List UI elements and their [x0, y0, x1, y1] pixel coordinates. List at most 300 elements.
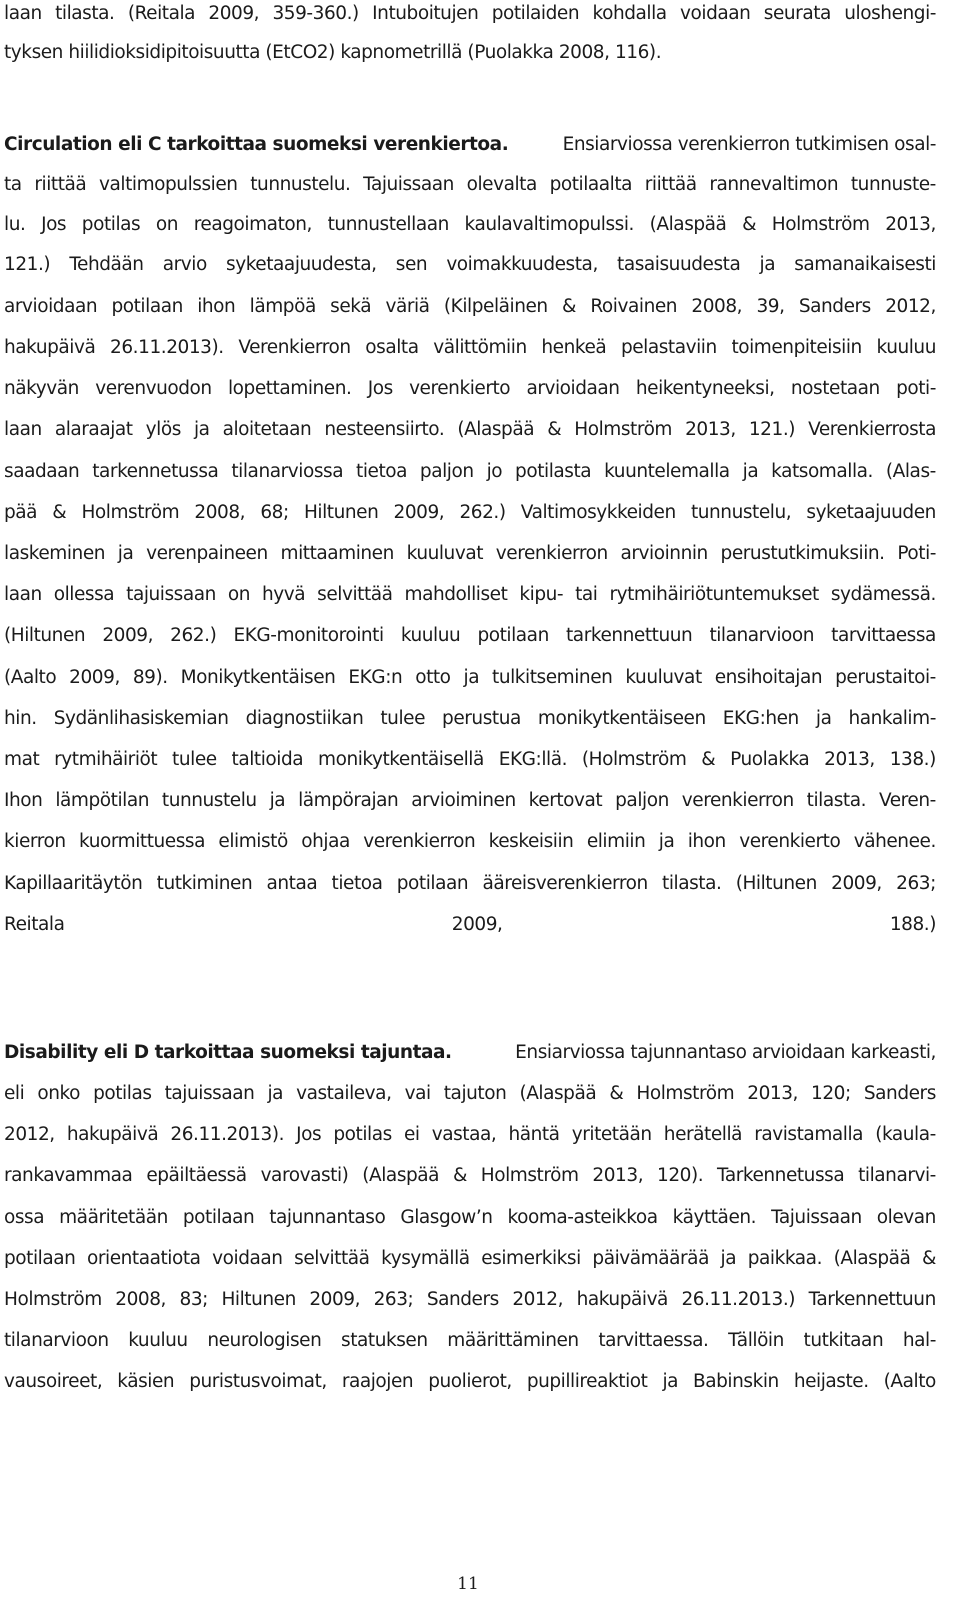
word: vausoireet,	[4, 1371, 103, 1392]
word: otto	[415, 667, 451, 688]
word: verenpaineen	[146, 543, 268, 564]
word: olevalta	[466, 174, 537, 195]
word: voidaan	[212, 1248, 283, 1269]
word: potilas	[93, 1083, 152, 1104]
word: arvioidaan	[4, 296, 98, 317]
word: hyvä	[262, 584, 306, 605]
word: potilaan	[182, 1207, 255, 1228]
word: 26.11.2013).	[170, 1124, 285, 1145]
word: tilanarvioon	[4, 1330, 109, 1351]
word: lämpötilan	[55, 790, 149, 811]
word: verenkierron	[681, 790, 794, 811]
word: kuuluvat	[406, 543, 484, 564]
text-fragment: Ensiarviossa tajunnantaso arvioidaan karkeasti,	[509, 1042, 936, 1063]
word: Jos	[367, 378, 393, 399]
word: Jos	[41, 214, 67, 235]
word: raajojen	[341, 1371, 414, 1392]
word: (Aalto	[4, 667, 57, 688]
word: Tarkennettuun	[808, 1289, 936, 1310]
word: ta	[4, 174, 22, 195]
word: puristusvoimat,	[189, 1371, 327, 1392]
word: Glasgow’n	[400, 1207, 493, 1228]
word: 263;	[373, 1289, 414, 1310]
word: nesteensiirto.	[324, 419, 445, 440]
word: 2009,	[831, 873, 882, 894]
text-line	[4, 460, 936, 484]
word: Sanders	[426, 1289, 499, 1310]
word: kipu-	[519, 584, 564, 605]
word: ja	[815, 708, 832, 729]
word: &	[609, 1083, 624, 1104]
word: puolierot,	[428, 1371, 512, 1392]
word: ääreisverenkierron	[482, 873, 648, 894]
word: verenvuodon	[95, 378, 212, 399]
text-line	[4, 1370, 936, 1394]
word: verenkierto	[739, 831, 841, 852]
word: mahdolliset	[404, 584, 508, 605]
word: monikytkentäiseen	[537, 708, 706, 729]
word: hakupäivä	[576, 1289, 668, 1310]
word: paikkaa.	[747, 1248, 822, 1269]
word: pupillireaktiot	[526, 1371, 648, 1392]
word: potilasta	[515, 461, 592, 482]
text-line	[4, 1082, 936, 1106]
word: &	[701, 749, 716, 770]
text-fragment: Ensiarviossa verenkierron tutkimisen osal-	[557, 134, 936, 155]
word: Holmström	[480, 1165, 579, 1186]
word: yritetään	[571, 1124, 652, 1145]
word: tajuissaan	[164, 1083, 255, 1104]
word: 2009,	[309, 1289, 361, 1310]
word: 2012,	[4, 1124, 55, 1145]
word: Verenkierron	[238, 337, 351, 358]
word: osalta	[365, 337, 419, 358]
word: mittaaminen	[280, 543, 394, 564]
word: elimiin	[586, 831, 646, 852]
word: rytmihäiriöt	[54, 749, 158, 770]
word: Verenkierrosta	[808, 419, 936, 440]
word: (Alaspää	[649, 214, 727, 235]
word: nostetaan	[790, 378, 880, 399]
word: 89).	[132, 667, 168, 688]
text-line	[4, 872, 936, 896]
word: Jos	[296, 1124, 322, 1145]
word: tilanarvi-	[858, 1165, 936, 1186]
page-number: 11	[457, 1574, 479, 1594]
word: käsien	[117, 1371, 175, 1392]
word: määritetään	[59, 1207, 168, 1228]
word: (Hiltunen	[4, 625, 86, 646]
word: Sydänlihasiskemian	[53, 708, 229, 729]
word: arvioidaan	[526, 378, 620, 399]
word: potilaan	[396, 873, 469, 894]
word: vastaa,	[431, 1124, 497, 1145]
word: tunnustelu.	[250, 174, 351, 195]
word: lämpöä	[249, 296, 316, 317]
text-line	[4, 253, 936, 277]
word: kuuluvat	[625, 667, 702, 688]
word: varovasti)	[260, 1165, 349, 1186]
word: 263;	[896, 873, 936, 894]
text-line	[4, 789, 936, 813]
word: toimenpiteisiin	[731, 337, 862, 358]
word: sekä	[330, 296, 372, 317]
text-line	[4, 173, 936, 197]
word: 2008,	[115, 1289, 166, 1310]
text-line	[4, 830, 936, 854]
text-line	[4, 1123, 936, 1147]
word: tulkitseminen	[492, 667, 613, 688]
text-line: tyksen hiilidioksidipitoisuutta (EtCO2) kapnometrillä (Puolakka 2008, 116).	[4, 42, 662, 63]
word: perustua	[442, 708, 521, 729]
word: katsomalla.	[771, 461, 873, 482]
word: 2013,	[592, 1165, 644, 1186]
word: ja	[463, 667, 480, 688]
word: selvittää	[317, 584, 393, 605]
word: (Alaspää	[519, 1083, 597, 1104]
word: tarkennettuun	[566, 625, 693, 646]
word: tarvittaessa	[831, 625, 936, 646]
word: 359-360.)	[272, 3, 359, 24]
word: kooma-asteikkoa	[507, 1207, 658, 1228]
word: samanaikaisesti	[794, 254, 936, 275]
word: heikentyneeksi,	[635, 378, 775, 399]
word: arvioinnin	[620, 543, 708, 564]
word: Sanders	[863, 1083, 936, 1104]
word: riittää	[644, 174, 697, 195]
word: 39,	[756, 296, 785, 317]
word: tajuton	[443, 1083, 507, 1104]
word: ossa	[4, 1207, 45, 1228]
word: määrittäminen	[447, 1330, 579, 1351]
text-line	[4, 1288, 936, 1312]
word: on	[155, 214, 179, 235]
word: Hiltunen	[303, 502, 379, 523]
word: 188.)	[889, 914, 936, 935]
word: heijaste.	[793, 1371, 869, 1392]
word: potilaan	[477, 625, 549, 646]
word: tai	[575, 584, 598, 605]
word: ja	[658, 831, 675, 852]
word: 2008,	[691, 296, 743, 317]
word: ollessa	[53, 584, 115, 605]
text-line	[4, 913, 936, 937]
word: hakupäivä	[4, 337, 96, 358]
word: (Alaspää	[457, 419, 535, 440]
word: EKG:llä.	[498, 749, 568, 770]
word: (kaula-	[875, 1124, 936, 1145]
word: poti-	[896, 378, 936, 399]
word: statuksen	[341, 1330, 428, 1351]
word: hin.	[4, 708, 37, 729]
word: syketaajuudesta,	[226, 254, 377, 275]
word: kuuntelemalla	[604, 461, 730, 482]
word: ja	[117, 543, 134, 564]
word: elimistö	[218, 831, 288, 852]
word: (Alaspää	[833, 1248, 911, 1269]
word: taltioida	[231, 749, 304, 770]
word: EKG:hen	[722, 708, 799, 729]
word: ja	[267, 1083, 284, 1104]
word: verenkierron	[495, 543, 608, 564]
word: ihon	[687, 831, 726, 852]
word: hal-	[902, 1330, 936, 1351]
word: antaa	[266, 873, 318, 894]
text-line	[4, 666, 936, 690]
word: 120;	[811, 1083, 851, 1104]
word: rankavammaa	[4, 1165, 133, 1186]
word: keskeisiin	[488, 831, 574, 852]
word: herätellä	[663, 1124, 743, 1145]
word: häntä	[508, 1124, 560, 1145]
word: EKG:n	[348, 667, 403, 688]
word: Ihon	[4, 790, 43, 811]
word: laan	[4, 419, 42, 440]
word: laan	[4, 584, 42, 605]
word: ensihoitajan	[714, 667, 823, 688]
word: arvioiminen	[411, 790, 516, 811]
word: ja	[720, 1248, 737, 1269]
word: ravistamalla	[754, 1124, 864, 1145]
word: &	[922, 1248, 936, 1269]
word: potilaan	[4, 1248, 76, 1269]
text-line	[4, 748, 936, 772]
word: epäiltäessä	[146, 1165, 247, 1186]
word: Tajuissaan	[363, 174, 454, 195]
word: selvittää	[294, 1248, 370, 1269]
word: ihon	[197, 296, 236, 317]
word: 138.)	[889, 749, 936, 770]
word: 262.)	[170, 625, 217, 646]
word: voidaan	[680, 3, 751, 24]
word: tilasta.	[806, 790, 867, 811]
word: orientaatiota	[87, 1248, 201, 1269]
word: ylös	[145, 419, 181, 440]
word: 2008,	[194, 502, 246, 523]
word: ja	[759, 254, 776, 275]
disability-heading: Disability eli D tarkoittaa suomeksi tajuntaa.	[4, 1042, 452, 1063]
word: Monikytkentäisen	[180, 667, 336, 688]
word: 120).	[657, 1165, 704, 1186]
text-line	[4, 624, 936, 648]
word: Babinskin	[693, 1371, 779, 1392]
word: 121.)	[748, 419, 796, 440]
word: potilaan	[111, 296, 183, 317]
word: rytmihäiriötuntemukset	[609, 584, 819, 605]
word: lu.	[4, 214, 26, 235]
word: voimakkuudesta,	[446, 254, 598, 275]
word: Holmström	[771, 214, 870, 235]
word: 2013,	[685, 419, 736, 440]
word: 2009,	[102, 625, 154, 646]
word: Tajuissaan	[771, 1207, 862, 1228]
word: 2009,	[451, 914, 503, 935]
word: kertovat	[528, 790, 603, 811]
word: ja	[193, 419, 210, 440]
text-line	[4, 583, 936, 607]
word: Hiltunen	[221, 1289, 296, 1310]
word: tulee	[172, 749, 217, 770]
word: sydämessä.	[830, 584, 936, 605]
word: potilas	[81, 214, 141, 235]
word: tunnustelu,	[690, 502, 792, 523]
word: pelastaviin	[620, 337, 717, 358]
circulation-heading-line	[4, 133, 936, 157]
circulation-heading: Circulation eli C tarkoittaa suomeksi verenkiertoa.	[4, 134, 509, 155]
word: Valtimosykkeiden	[520, 502, 676, 523]
disability-heading-line	[4, 1041, 936, 1065]
word: alaraajat	[54, 419, 133, 440]
word: (Alaspää	[362, 1165, 440, 1186]
word: henkeä	[541, 337, 607, 358]
word: potilas	[333, 1124, 392, 1145]
word: &	[742, 214, 757, 235]
word: kuuluu	[128, 1330, 188, 1351]
word: (Alas-	[885, 461, 936, 482]
word: &	[52, 502, 67, 523]
word: Tehdään	[69, 254, 144, 275]
word: sen	[395, 254, 428, 275]
word: Sanders	[798, 296, 871, 317]
word: 2009,	[69, 667, 120, 688]
word: ja	[662, 1371, 679, 1392]
word: Holmström	[636, 1083, 735, 1104]
word: syketaajuuden	[806, 502, 936, 523]
word: ja	[742, 461, 759, 482]
word: laskeminen	[4, 543, 106, 564]
word: valtimopulssien	[99, 174, 238, 195]
word: tunnuste-	[850, 174, 936, 195]
word: vai	[404, 1083, 431, 1104]
word: Tällöin	[728, 1330, 784, 1351]
word: Holmström	[81, 502, 180, 523]
word: Holmström	[4, 1289, 102, 1310]
word: jo	[486, 461, 503, 482]
word: potilaiden	[491, 3, 580, 24]
word: Kapillaaritäytön	[4, 873, 143, 894]
word: 83;	[179, 1289, 208, 1310]
word: Puolakka	[730, 749, 810, 770]
word: Holmström	[574, 419, 673, 440]
word: rannevaltimon	[709, 174, 839, 195]
text-line	[4, 336, 936, 360]
word: (Kilpeläinen	[443, 296, 548, 317]
word: Poti-	[897, 543, 936, 564]
word: ei	[403, 1124, 420, 1145]
word: tasaisuudesta	[617, 254, 741, 275]
word: tilasta.	[662, 873, 722, 894]
word: 2009,	[393, 502, 445, 523]
word: päivämäärää	[592, 1248, 709, 1269]
word: paljon	[419, 461, 474, 482]
word: 2012,	[885, 296, 936, 317]
word: pää	[4, 502, 38, 523]
word: Roivainen	[590, 296, 678, 317]
word: kuuluu	[876, 337, 936, 358]
word: kysymällä	[381, 1248, 470, 1269]
word: saadaan	[4, 461, 80, 482]
word: tutkiminen	[156, 873, 253, 894]
word: 2013,	[824, 749, 875, 770]
word: esimerkiksi	[481, 1248, 581, 1269]
word: kaulavaltimopulssi.	[464, 214, 634, 235]
word: ja	[269, 790, 286, 811]
word: tietoa	[331, 873, 383, 894]
word: kuormittuessa	[79, 831, 206, 852]
word: lopettaminen.	[227, 378, 352, 399]
word: ohjaa	[301, 831, 350, 852]
word: Reitala	[4, 914, 65, 935]
text-line	[4, 377, 936, 401]
text-line	[4, 1206, 936, 1230]
word: &	[547, 419, 562, 440]
word: tulee	[380, 708, 426, 729]
word: aloitetaan	[222, 419, 312, 440]
word: välittömiin	[433, 337, 527, 358]
word: tilanarviossa	[231, 461, 344, 482]
word: reagoimaton,	[193, 214, 312, 235]
word: monikytkentäisellä	[318, 749, 484, 770]
word: 2012,	[512, 1289, 564, 1310]
word: (Reitala	[127, 3, 196, 24]
word: kuuluu	[400, 625, 461, 646]
word: seurata	[763, 3, 831, 24]
word: 2009,	[208, 3, 260, 24]
word: laan	[4, 3, 42, 24]
word: tilanarvioon	[709, 625, 815, 646]
word: arvio	[162, 254, 207, 275]
word: tilasta.	[55, 3, 115, 24]
word: tarkennetussa	[92, 461, 219, 482]
word: eli	[4, 1083, 25, 1104]
word: tajuissaan	[126, 584, 216, 605]
word: (Hiltunen	[735, 873, 817, 894]
text-line	[4, 1164, 936, 1188]
word: potilaalta	[549, 174, 633, 195]
word: Veren-	[878, 790, 936, 811]
word: Intuboitujen	[372, 3, 479, 24]
text-line	[4, 418, 936, 442]
word: (Aalto	[883, 1371, 936, 1392]
word: perustaitoi-	[835, 667, 936, 688]
word: tietoa	[356, 461, 407, 482]
word: Tarkennetussa	[717, 1165, 845, 1186]
word: 26.11.2013.)	[681, 1289, 796, 1310]
text-line	[4, 1247, 936, 1271]
word: 2013,	[885, 214, 936, 235]
word: käyttäen.	[672, 1207, 757, 1228]
word: vähenee.	[853, 831, 936, 852]
word: (Holmström	[581, 749, 687, 770]
word: tunnustellaan	[327, 214, 449, 235]
word: tajunnantaso	[269, 1207, 386, 1228]
word: lämpörajan	[298, 790, 399, 811]
word: hankalim-	[848, 708, 936, 729]
word: 68;	[260, 502, 289, 523]
word: väriä	[385, 296, 430, 317]
word: kohdalla	[592, 3, 667, 24]
word: diagnostiikan	[245, 708, 364, 729]
text-line	[4, 295, 936, 319]
word: 262.)	[459, 502, 506, 523]
text-line	[4, 213, 936, 237]
word: 2013,	[747, 1083, 798, 1104]
text-line	[4, 707, 936, 731]
word: olevan	[876, 1207, 936, 1228]
word: 26.11.2013).	[110, 337, 224, 358]
word: on	[227, 584, 251, 605]
word: paljon	[615, 790, 669, 811]
